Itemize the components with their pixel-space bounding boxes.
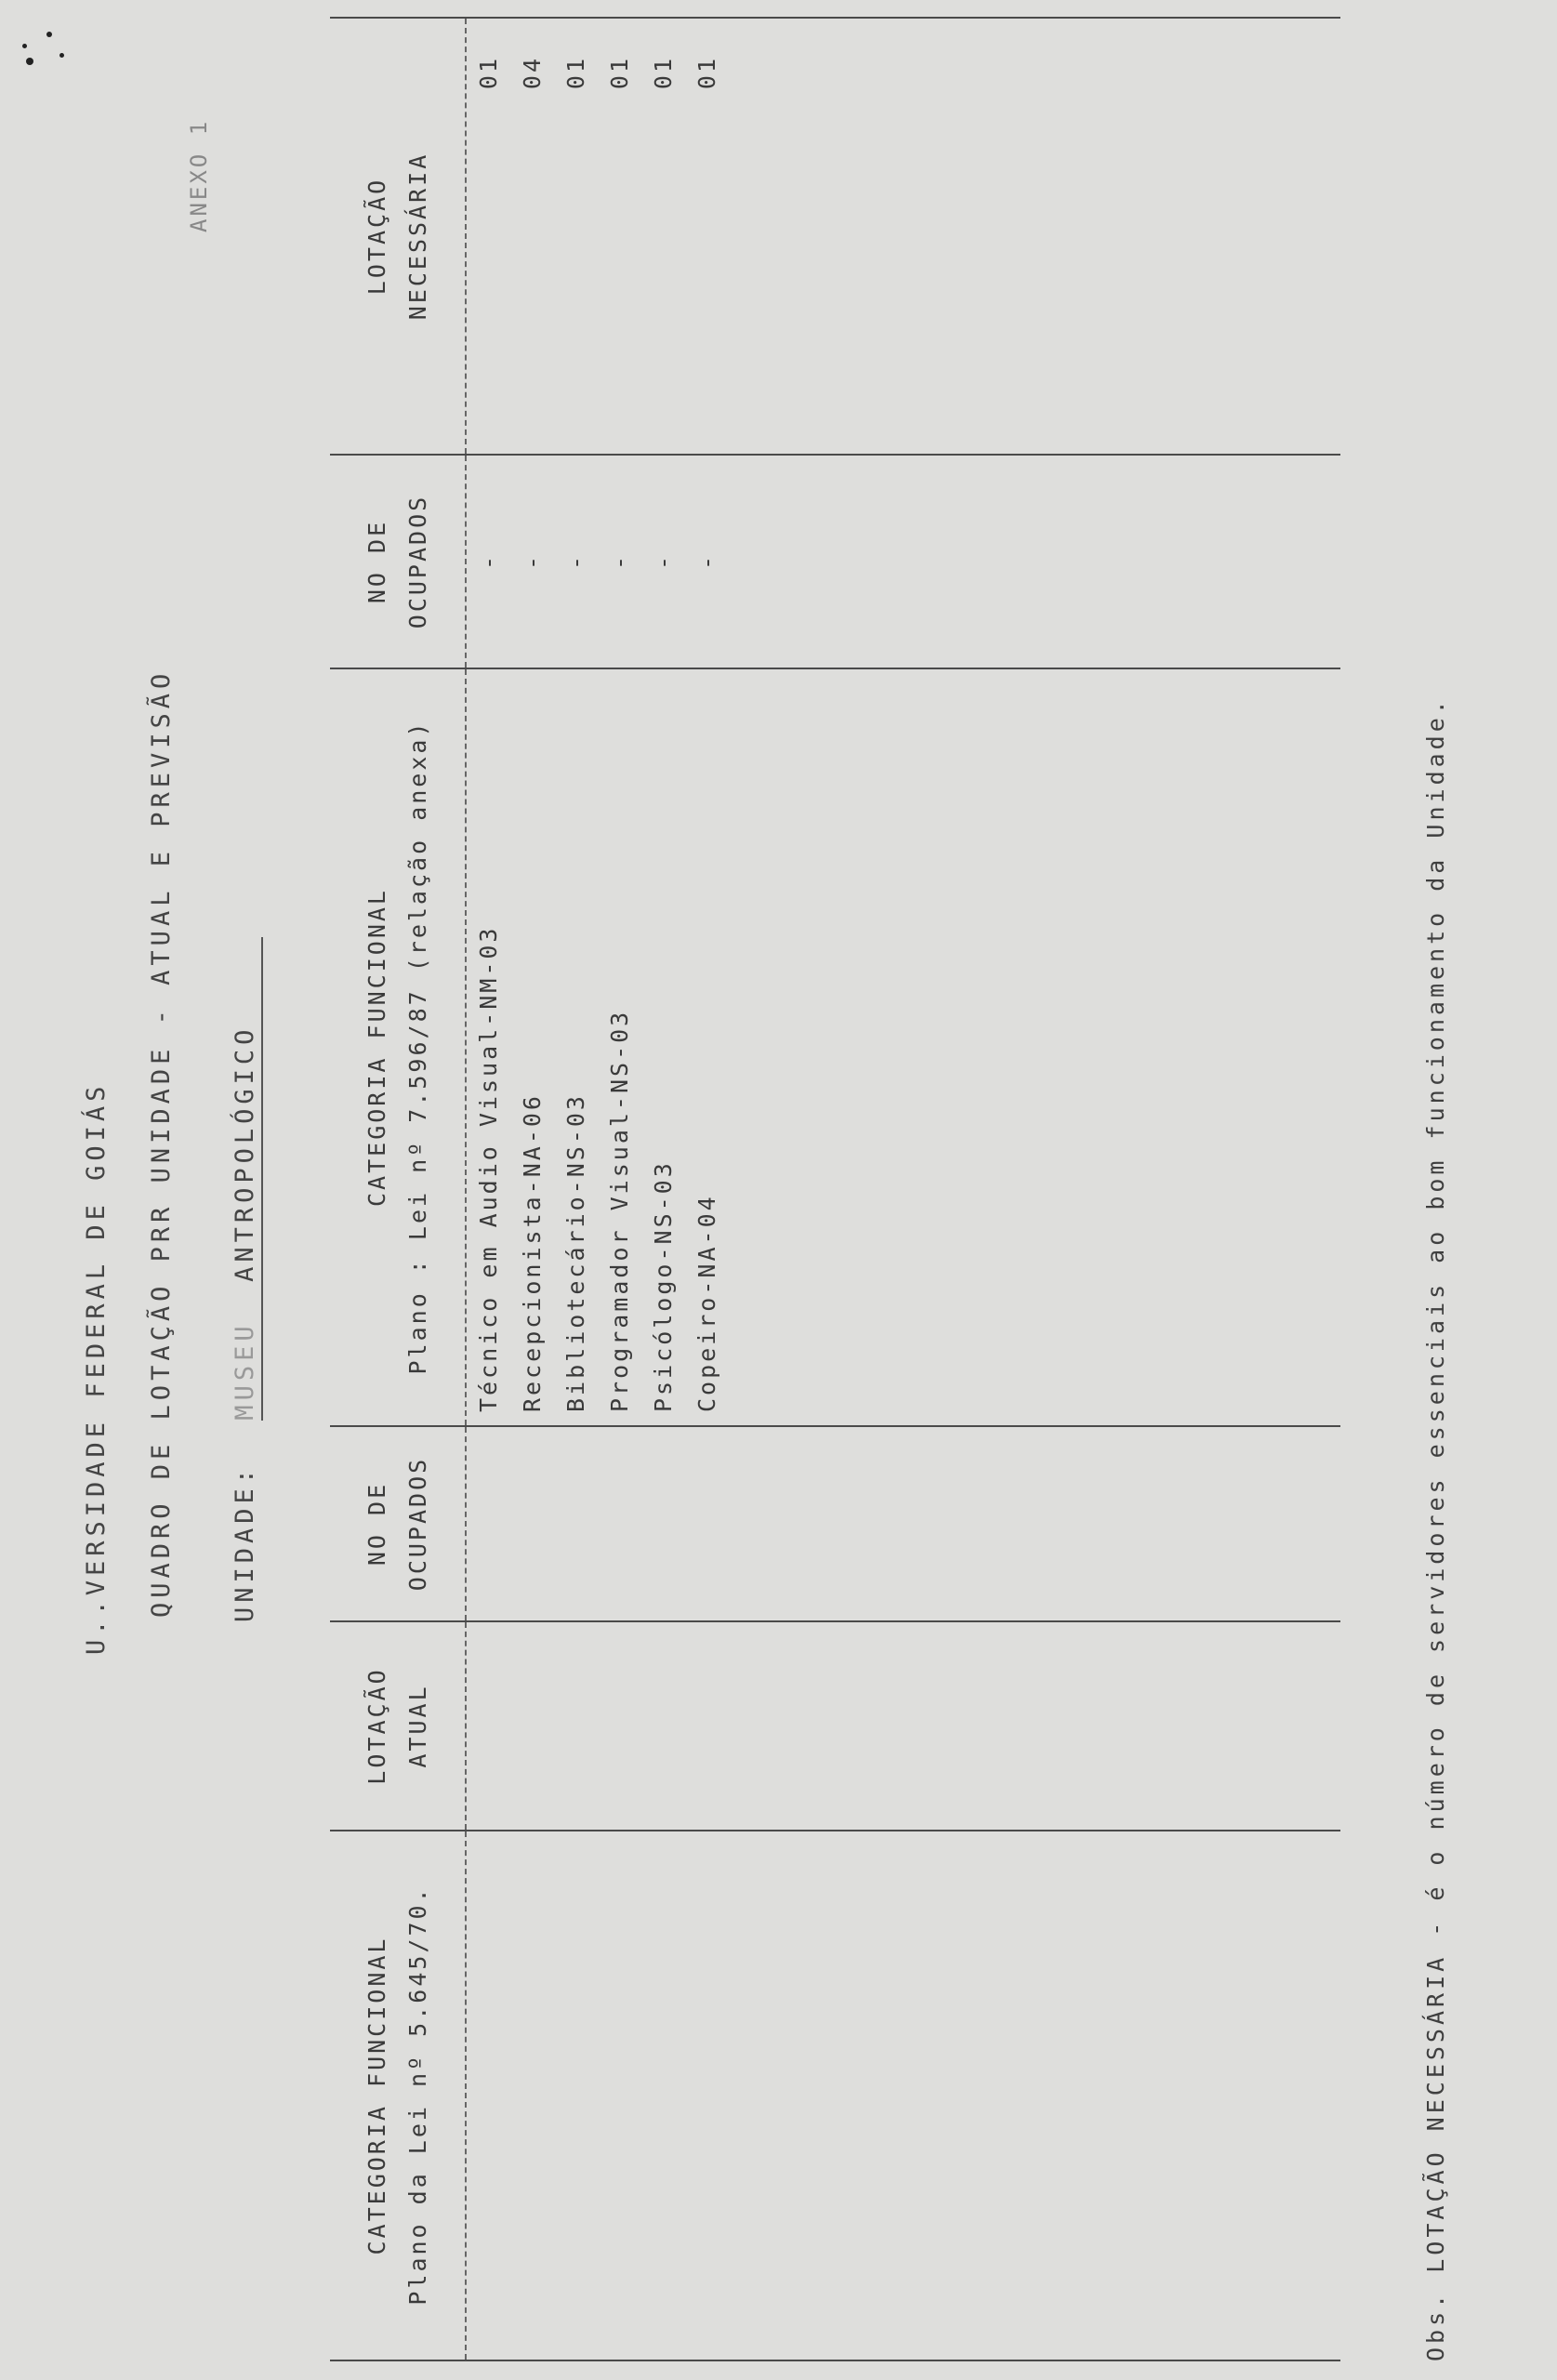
cell-category-new [904,668,947,1426]
cell-occupied-old [947,1426,991,1621]
cell-occupied-old [554,1426,598,1621]
cell-category-new: Recepcionista-NA-06 [510,668,554,1426]
header-category-old: CATEGORIA FUNCIONAL Plano da Lei nº 5.645/70. [330,1831,466,2360]
cell-category-old [816,1831,860,2360]
header-current-staffing: LOTAÇÃO ATUAL [330,1621,466,1831]
cell-category-new [860,668,904,1426]
cell-required-staffing [947,18,991,455]
cell-current-staffing [1122,1621,1166,1831]
cell-category-new [1209,668,1253,1426]
table-row [1209,18,1253,2360]
cell-required-staffing [1166,18,1209,455]
cell-current-staffing [466,1621,510,1831]
cell-occupied-new: - [685,455,729,668]
cell-category-old [1297,1831,1340,2360]
cell-current-staffing [772,1621,816,1831]
cell-occupied-old [1166,1426,1209,1621]
cell-category-new [991,668,1035,1426]
cell-occupied-old [466,1426,510,1621]
cell-category-old [1166,1831,1209,2360]
university-title: U..VERSIDADE FEDERAL DE GOIÁS [82,1081,111,1655]
cell-category-old [1035,1831,1078,2360]
table-row [991,18,1035,2360]
cell-category-new [729,668,772,1426]
cell-current-staffing [991,1621,1035,1831]
cell-occupied-old [904,1426,947,1621]
cell-required-staffing: 01 [598,18,641,455]
table-row [1253,18,1297,2360]
cell-occupied-old [1035,1426,1078,1621]
cell-category-old [598,1831,641,2360]
table-row [554,18,598,2360]
cell-required-staffing: 01 [554,18,598,455]
cell-occupied-old [729,1426,772,1621]
table-row [1035,18,1078,2360]
cell-required-staffing [1253,18,1297,455]
cell-current-staffing [1078,1621,1122,1831]
cell-category-new: Programador Visual-NS-03 [598,668,641,1426]
cell-current-staffing [554,1621,598,1831]
cell-occupied-old [1297,1426,1340,1621]
table-row [1122,18,1166,2360]
cell-required-staffing [1209,18,1253,455]
cell-required-staffing [1122,18,1166,455]
cell-occupied-new [904,455,947,668]
table-row [685,18,729,2360]
cell-required-staffing [860,18,904,455]
cell-required-staffing [1297,18,1340,455]
cell-required-staffing: 01 [466,18,510,455]
table-body [466,18,1340,2360]
cell-category-new [1166,668,1209,1426]
cell-category-new [816,668,860,1426]
unit-value-field [231,937,263,1421]
cell-category-old [554,1831,598,2360]
cell-current-staffing [598,1621,641,1831]
cell-occupied-new: - [466,455,510,668]
staffing-table [330,17,1340,2361]
cell-category-new: Técnico em Audio Visual-NM-03 [466,668,510,1426]
cell-occupied-new: - [598,455,641,668]
cell-category-new: Bibliotecário-NS-03 [554,668,598,1426]
cell-current-staffing [947,1621,991,1831]
cell-current-staffing [860,1621,904,1831]
cell-required-staffing [816,18,860,455]
cell-occupied-old [510,1426,554,1621]
table-row [1297,18,1340,2360]
cell-occupied-new [729,455,772,668]
cell-category-new [1297,668,1340,1426]
cell-category-old [1209,1831,1253,2360]
cell-required-staffing [1078,18,1122,455]
cell-occupied-new [1078,455,1122,668]
cell-occupied-new: - [510,455,554,668]
cell-current-staffing [641,1621,685,1831]
cell-category-old [685,1831,729,2360]
cell-current-staffing [729,1621,772,1831]
cell-occupied-new [991,455,1035,668]
table-row [729,18,772,2360]
cell-occupied-new [1253,455,1297,668]
cell-occupied-old [1078,1426,1122,1621]
table-row [904,18,947,2360]
cell-current-staffing [1209,1621,1253,1831]
cell-occupied-new [1209,455,1253,668]
cell-occupied-new [1122,455,1166,668]
cell-category-old [991,1831,1035,2360]
cell-category-old [641,1831,685,2360]
cell-category-new: Psicólogo-NS-03 [641,668,685,1426]
table-row [1078,18,1122,2360]
cell-occupied-new [1166,455,1209,668]
cell-required-staffing [772,18,816,455]
cell-occupied-old [991,1426,1035,1621]
board-title: QUADRO DE LOTAÇÃO PRR UNIDADE - ATUAL E PREVISÃO [147,668,176,1618]
cell-required-staffing [729,18,772,455]
cell-category-new: Copeiro-NA-04 [685,668,729,1426]
header-category-new: CATEGORIA FUNCIONAL Plano : Lei nº 7.596/87 (relação anexa) [330,668,466,1426]
cell-occupied-old [772,1426,816,1621]
cell-current-staffing [816,1621,860,1831]
cell-current-staffing [1166,1621,1209,1831]
cell-current-staffing [510,1621,554,1831]
cell-occupied-new [1035,455,1078,668]
cell-category-new [1035,668,1078,1426]
cell-category-new [947,668,991,1426]
cell-occupied-old [685,1426,729,1621]
cell-occupied-old [860,1426,904,1621]
cell-category-old [1078,1831,1122,2360]
cell-required-staffing [1035,18,1078,455]
table-row [772,18,816,2360]
header-occupied-old: NO DE OCUPADOS [330,1426,466,1621]
table-row [510,18,554,2360]
table-row [466,18,510,2360]
table-row [641,18,685,2360]
header-occupied-new: NO DE OCUPADOS [330,455,466,668]
header-required-staffing: LOTAÇÃO NECESSÁRIA [330,18,466,455]
cell-occupied-old [598,1426,641,1621]
cell-current-staffing [904,1621,947,1831]
footnote: Obs. LOTAÇÃO NECESSÁRIA - é o número de servidores essenciais ao bom funcionamento da Unidade. [1422,696,1449,2361]
cell-current-staffing [1253,1621,1297,1831]
table-header-row [330,18,466,2360]
table-row [598,18,641,2360]
cell-current-staffing [1297,1621,1340,1831]
cell-category-new [1122,668,1166,1426]
cell-category-old [860,1831,904,2360]
cell-occupied-old [1209,1426,1253,1621]
cell-occupied-new [772,455,816,668]
cell-current-staffing [1035,1621,1078,1831]
cell-category-old [904,1831,947,2360]
cell-occupied-old [1253,1426,1297,1621]
cell-category-old [772,1831,816,2360]
unit-label: UNIDADE: [231,1463,259,1622]
cell-category-new [1078,668,1122,1426]
cell-occupied-new: - [641,455,685,668]
cell-occupied-old [1122,1426,1166,1621]
cell-required-staffing: 01 [685,18,729,455]
cell-occupied-old [816,1426,860,1621]
cell-category-old [466,1831,510,2360]
cell-occupied-new [1297,455,1340,668]
unit-name: ANTROPOLÓGICO [231,1025,259,1282]
cell-category-new [772,668,816,1426]
cell-required-staffing: 01 [641,18,685,455]
table-row [860,18,904,2360]
cell-category-old [1253,1831,1297,2360]
table-row [947,18,991,2360]
cell-occupied-new [860,455,904,668]
cell-occupied-new [947,455,991,668]
table-row [816,18,860,2360]
cell-occupied-old [641,1426,685,1621]
unit-prefix: MUSEU [231,1321,259,1421]
table-row [1166,18,1209,2360]
cell-occupied-new [816,455,860,668]
annex-label: ANEXO 1 [186,118,212,232]
cell-current-staffing [685,1621,729,1831]
cell-category-old [510,1831,554,2360]
cell-occupied-new: - [554,455,598,668]
scan-specks [19,19,74,74]
cell-category-old [729,1831,772,2360]
unit-row [231,937,263,1622]
cell-category-new [1253,668,1297,1426]
cell-category-old [947,1831,991,2360]
cell-category-old [1122,1831,1166,2360]
cell-required-staffing [904,18,947,455]
cell-required-staffing [991,18,1035,455]
cell-required-staffing: 04 [510,18,554,455]
